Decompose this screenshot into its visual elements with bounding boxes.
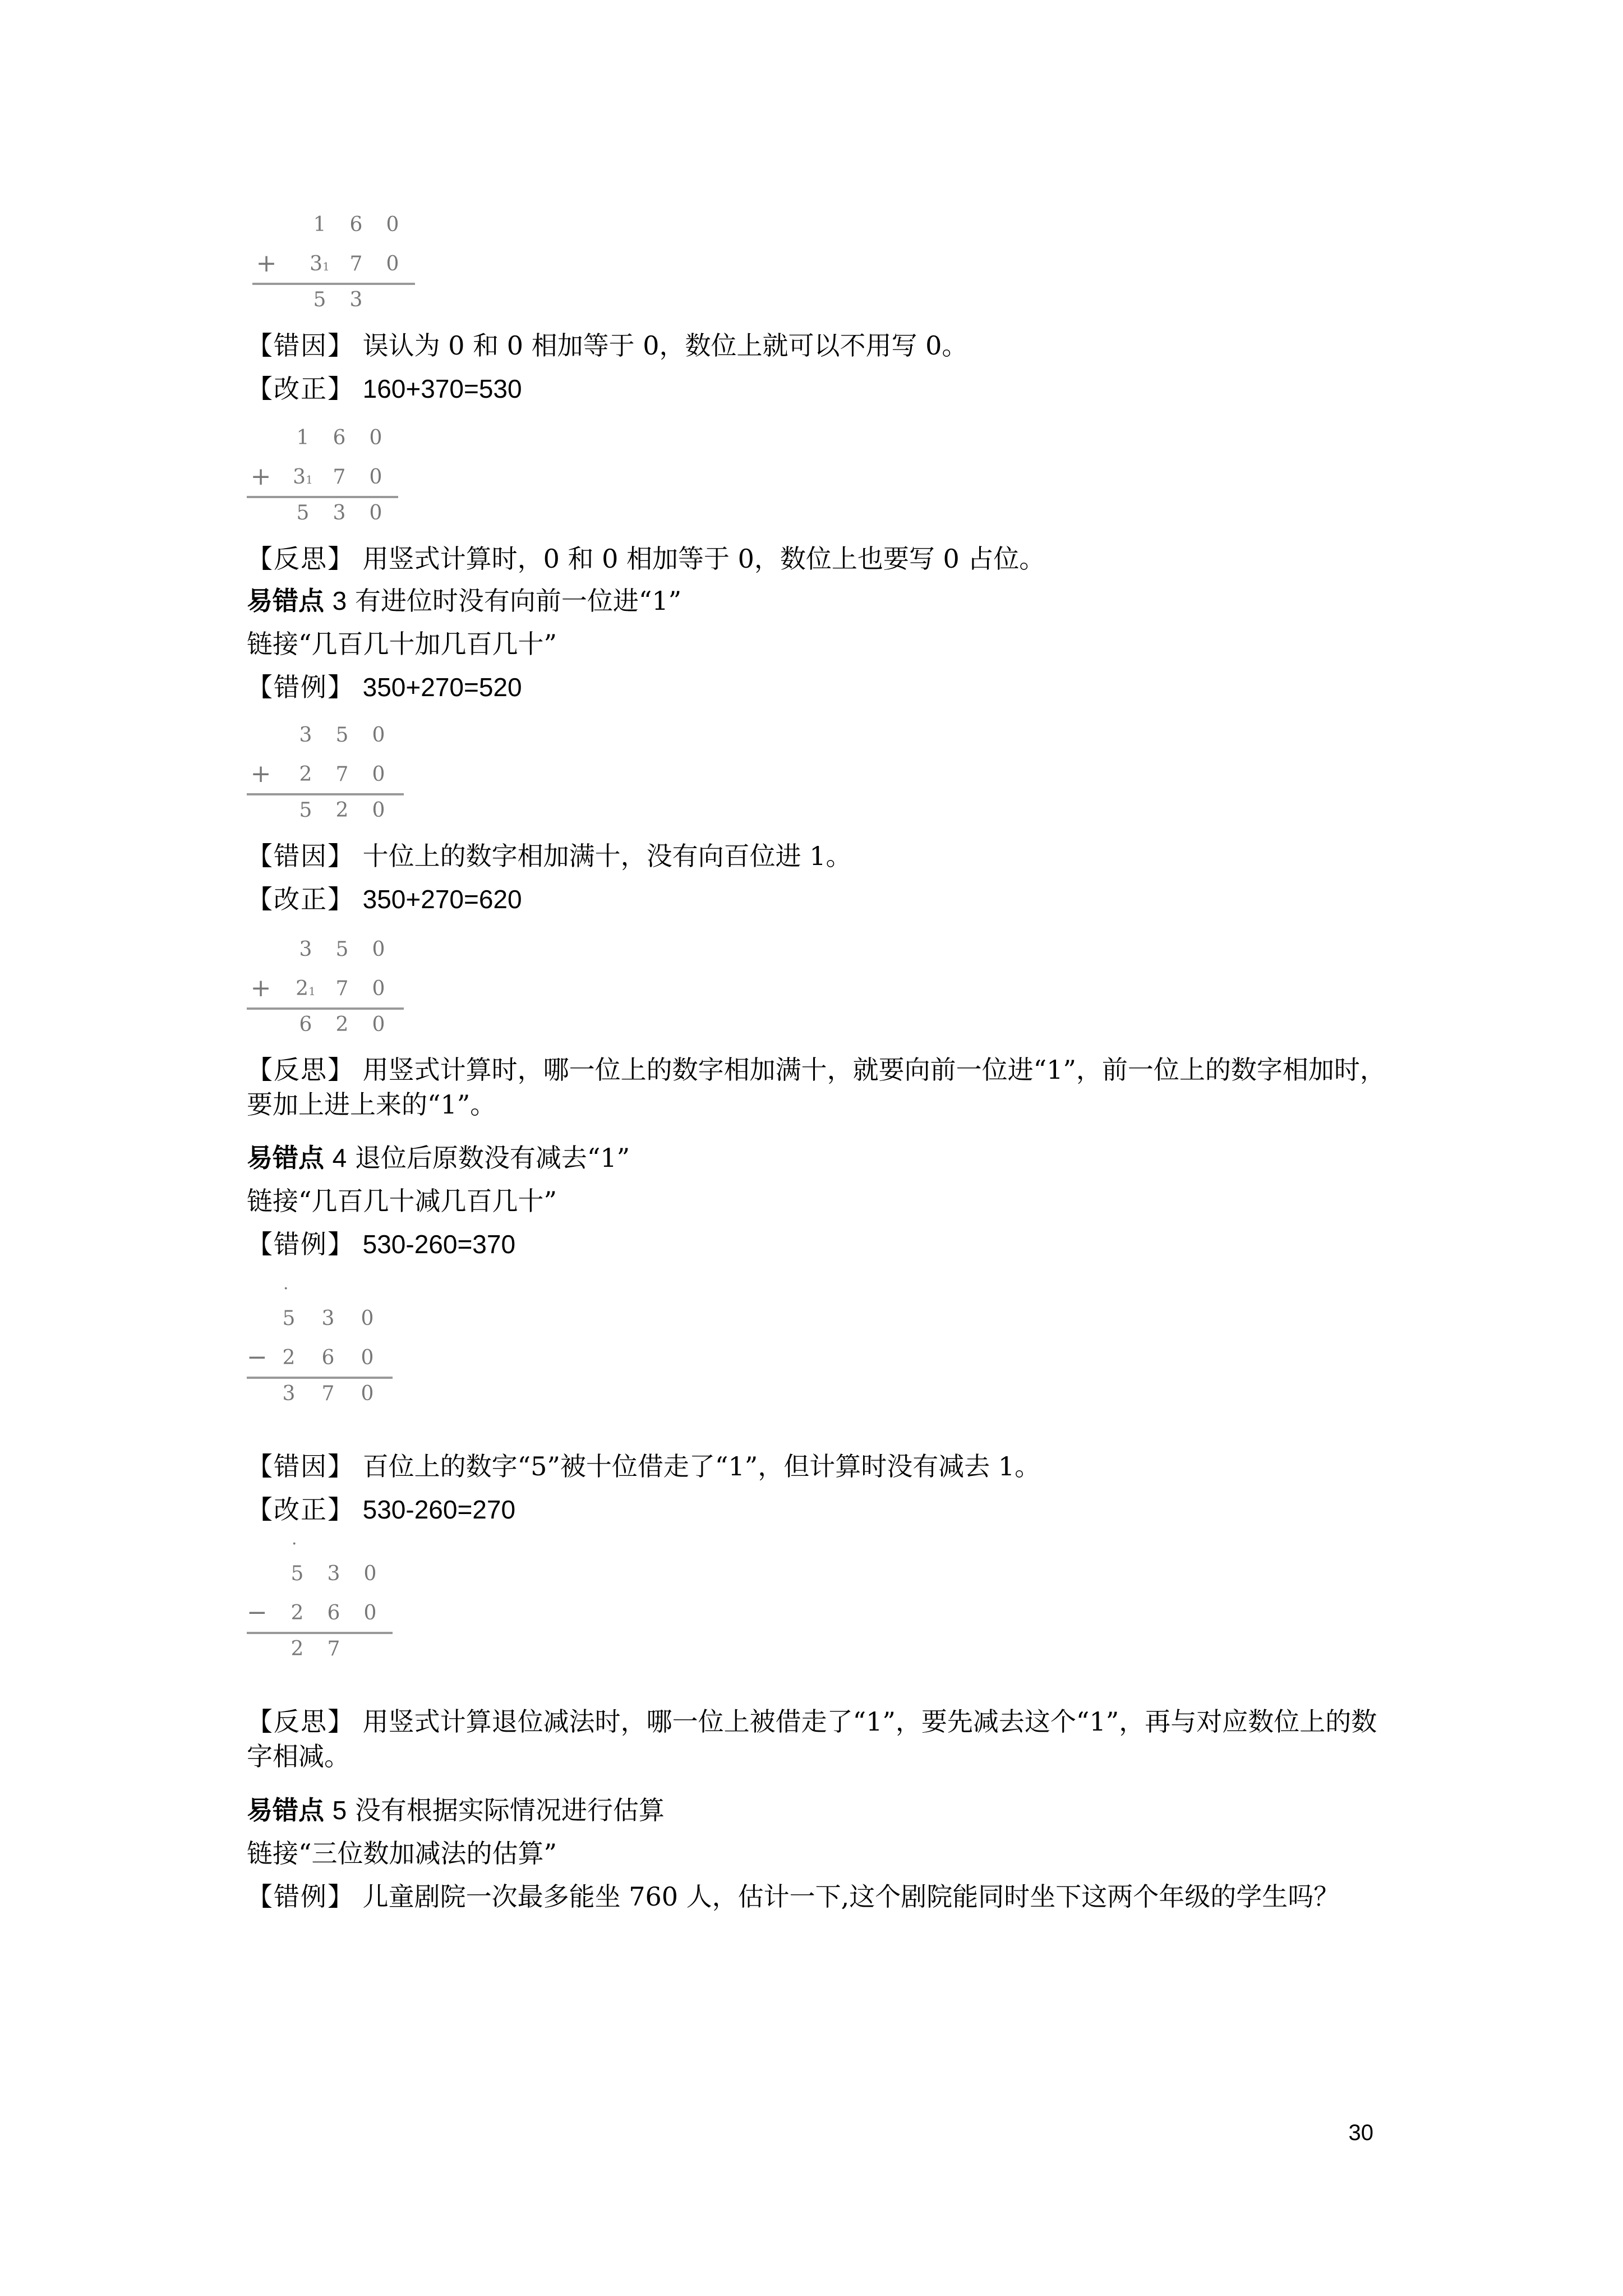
calc-digit: 2 <box>299 763 312 786</box>
calc-digit: 3 <box>349 288 363 311</box>
minus-sign: − <box>247 1598 268 1627</box>
error-cause-line <box>247 1449 1040 1484</box>
correction-line <box>247 1492 515 1527</box>
label: 【错因】 <box>247 330 354 361</box>
point-text: 没有根据实际情况进行估算 <box>354 1795 665 1825</box>
line-text: 十位上的数字相加满十，没有向百位进 1。 <box>362 841 852 871</box>
line-text: 350+270=620 <box>362 885 522 914</box>
calc-digit: 7 <box>321 1382 335 1405</box>
calc-digit: 5 <box>299 799 312 822</box>
plus-sign: + <box>250 760 271 788</box>
line-text: 百位上的数字“5”被十位借走了“1”，但计算时没有减去 1。 <box>362 1451 1041 1481</box>
calc-digit: 5 <box>291 1562 304 1585</box>
plus-sign: + <box>256 249 277 278</box>
line-text: 530-260=370 <box>362 1230 516 1259</box>
calc-digit: 0 <box>369 501 382 524</box>
point-number: 5 <box>332 1796 347 1825</box>
calc-digit: 6 <box>349 213 363 236</box>
point-head: 易错点 <box>247 1143 324 1173</box>
carry-mark: 1 <box>322 260 330 273</box>
calc-digit: 31 <box>310 252 330 275</box>
calc-digit: 0 <box>386 213 399 236</box>
borrow-dot: · <box>292 1534 297 1554</box>
calc-digit: 0 <box>372 938 385 961</box>
error-cause-line <box>247 328 967 363</box>
calc-digit: 5 <box>282 1307 296 1330</box>
calc-digit: 3 <box>299 938 312 961</box>
line-text: 用竖式计算时，哪一位上的数字相加满十，就要向前一位进“1”，前一位上的数字相加时，要加上进上来的“1”。 <box>247 1055 1386 1120</box>
label: 【错例】 <box>247 1229 354 1259</box>
calc-digit: 0 <box>363 1602 377 1625</box>
calc-digit: 0 <box>369 426 382 449</box>
line-text: 用竖式计算退位减法时，哪一位上被借走了“1”，要先减去这个“1”，再与对应数位上的数字相减。 <box>247 1706 1377 1772</box>
vertical-calc-5 <box>247 1279 393 1419</box>
vertical-calc-4 <box>247 938 404 1039</box>
label: 【错因】 <box>247 841 354 871</box>
error-point-heading <box>247 1140 630 1175</box>
vertical-calc-2 <box>247 426 398 527</box>
calc-rule <box>247 496 398 498</box>
calc-digit: 1 <box>313 213 326 236</box>
vertical-calc-3 <box>247 724 404 825</box>
error-example-line <box>247 670 522 705</box>
plus-sign: + <box>250 974 271 1002</box>
label: 【改正】 <box>247 884 354 914</box>
calc-rule <box>252 283 415 285</box>
line-text: 530-260=270 <box>362 1495 516 1524</box>
calc-digit: 5 <box>335 724 349 747</box>
point-head: 易错点 <box>247 586 324 616</box>
calc-digit: 3 <box>299 724 312 747</box>
calc-digit: 0 <box>386 252 399 275</box>
calc-digit: 3 <box>321 1307 335 1330</box>
error-example-line <box>247 1227 515 1262</box>
vertical-calc-6 <box>247 1534 393 1674</box>
link-line: 链接“几百几十加几百几十” <box>247 629 557 659</box>
calc-rule <box>247 1377 393 1379</box>
label: 【错例】 <box>247 1881 354 1912</box>
reflection-line <box>247 1704 1402 1774</box>
label: 【改正】 <box>247 1494 354 1525</box>
calc-digit: 2 <box>335 1013 349 1036</box>
calc-rule <box>247 1007 404 1010</box>
point-head: 易错点 <box>247 1795 324 1825</box>
calc-digit: 2 <box>291 1602 304 1625</box>
calc-digit: 7 <box>335 763 349 786</box>
calc-digit: 5 <box>335 938 349 961</box>
reflection-line <box>247 1052 1402 1122</box>
calc-digit: 0 <box>361 1307 374 1330</box>
point-text: 退位后原数没有减去“1” <box>354 1143 630 1173</box>
line-text: 350+270=520 <box>362 673 522 702</box>
error-point-heading <box>247 1793 665 1828</box>
calc-digit: 6 <box>299 1013 312 1036</box>
calc-digit: 0 <box>372 1013 385 1036</box>
calc-digit: 5 <box>313 288 326 311</box>
link-line: 链接“三位数加减法的估算” <box>247 1838 557 1869</box>
link-line: 链接“几百几十减几百几十” <box>247 1186 557 1216</box>
label: 【错例】 <box>247 672 354 702</box>
calc-digit: 0 <box>363 1562 377 1585</box>
line-text: 儿童剧院一次最多能坐 760 人，估计一下,这个剧院能同时坐下这两个年级的学生吗？ <box>362 1881 1340 1912</box>
carry-mark: 1 <box>308 984 316 998</box>
line-text: 160+370=530 <box>362 374 522 403</box>
calc-digit: 5 <box>296 501 310 524</box>
borrow-dot: · <box>283 1279 289 1299</box>
line-text: 误认为 0 和 0 相加等于 0，数位上就可以不用写 0。 <box>362 330 968 361</box>
vertical-calc-1 <box>252 213 415 314</box>
error-point-heading <box>247 583 681 618</box>
label: 【反思】 <box>247 1706 354 1737</box>
calc-digit: 21 <box>296 977 316 1000</box>
calc-digit: 3 <box>282 1382 296 1405</box>
calc-digit: 7 <box>335 977 349 1000</box>
calc-digit: 0 <box>372 799 385 822</box>
plus-sign: + <box>250 462 271 491</box>
error-cause-line <box>247 839 852 873</box>
calc-digit: 3 <box>333 501 346 524</box>
correction-line <box>247 882 522 917</box>
calc-digit: 2 <box>291 1637 304 1660</box>
calc-digit: 0 <box>361 1382 374 1405</box>
point-text: 有进位时没有向前一位进“1” <box>354 586 682 616</box>
calc-digit: 6 <box>321 1346 335 1369</box>
line-text: 用竖式计算时，0 和 0 相加等于 0，数位上也要写 0 占位。 <box>362 544 1045 574</box>
calc-rule <box>247 1632 393 1634</box>
calc-digit: 2 <box>282 1346 296 1369</box>
calc-digit: 0 <box>361 1346 374 1369</box>
correction-line <box>247 371 522 406</box>
point-number: 4 <box>332 1143 347 1172</box>
calc-digit: 0 <box>369 466 382 489</box>
label: 【反思】 <box>247 544 354 574</box>
calc-digit: 3 <box>327 1562 340 1585</box>
carry-mark: 1 <box>306 473 313 486</box>
calc-digit: 6 <box>327 1602 340 1625</box>
calc-digit: 7 <box>349 252 363 275</box>
calc-digit: 7 <box>333 466 346 489</box>
minus-sign: − <box>247 1343 268 1372</box>
calc-rule <box>247 793 404 795</box>
calc-digit: 31 <box>293 466 313 489</box>
calc-digit: 2 <box>335 799 349 822</box>
calc-digit: 0 <box>372 763 385 786</box>
calc-digit: 1 <box>296 426 310 449</box>
calc-digit: 0 <box>372 977 385 1000</box>
label: 【错因】 <box>247 1451 354 1481</box>
calc-digit: 0 <box>372 724 385 747</box>
calc-digit: 7 <box>327 1637 340 1660</box>
calc-digit: 6 <box>333 426 346 449</box>
label: 【反思】 <box>247 1055 354 1085</box>
error-example-line <box>247 1879 1402 1914</box>
label: 【改正】 <box>247 374 354 404</box>
reflection-line <box>247 541 1045 576</box>
point-number: 3 <box>332 586 347 615</box>
page-number: 30 <box>1348 2120 1373 2145</box>
